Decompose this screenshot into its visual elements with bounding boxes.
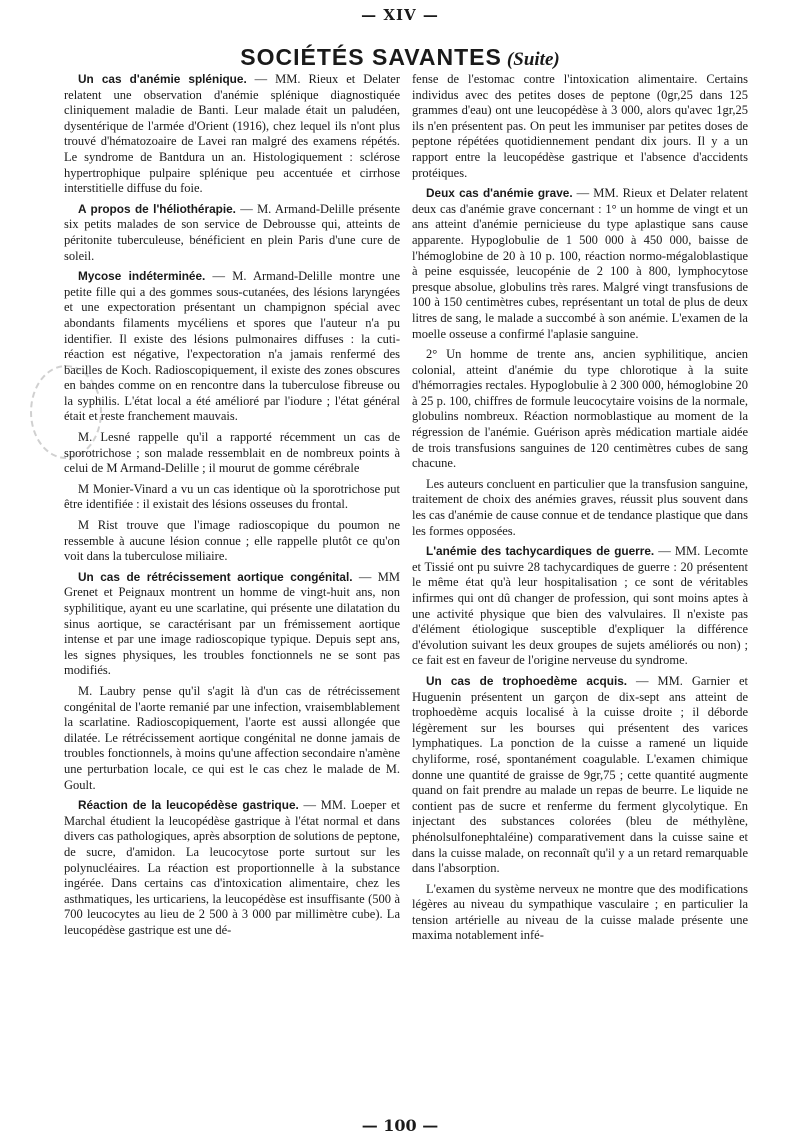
paragraph-conclusion: Les auteurs concluent en particulier que la transfusion sanguine, traitement de choix des anémies graves, réussit plus souvent dans les cas d'anémie de cause connue et de tendance plastique que dans les formes opposées. — [412, 476, 748, 538]
article-heliotherapie — [64, 202, 400, 264]
section-title: SOCIÉTÉS SAVANTES — [240, 44, 502, 70]
article-text: — MM. Rieux et Delater relatent une observation d'anémie splénique diagnostiquée cliniquement maladie de Banti. Leur malade était un paludéen, dysentérique de l'armée d'Orient (1916), chez lequel ils n'ont plus trouvé d'hématozoaire de Lavei ran malgré des examens répétés. Le syndrome de Bantdura un an. Histologiquement : sclérose hypertrophique pulpaire splénique peu accentuée et cirrhose interstitielle diffuse du foie. — [64, 72, 401, 196]
page-roman-numeral: — XIV — — [361, 6, 439, 24]
article-heading: Un cas d'anémie splénique. — [78, 72, 247, 86]
article-text: — MM Grenet et Peignaux montrent un homme de vingt-huit ans, non syphilitique, ayant eu une scarlatine, qui présente une dilatation du sinus aortique, se caractérisant par un frémissement aortique intense et par une image radioscopique typique. Depuis sept ans, les signes physiques, les troubles fonctionnels ne se sont pas modifiés. — [64, 569, 400, 678]
article-text: — M. Armand-Delille montre une petite fille qui a des gommes sous-cutanées, des lésions laryngées et une expectoration présentant un champignon spécial avec abondants filaments mycéliens et spores que l'auteur n'a pu identifier. Il existe des lésions pulmonaires diffuses : la cuti-réaction est négative, l'expectoration n'a jamais renfermé des bacilles de Koch. Radioscopiquement, il existe des zones obscures en bandes comme on en rencontre dans la tuberculose fibreuse ou la syphilis. L'état local a été amélioré par l'iodure ; l'état général était et reste franchement mauvais. — [64, 269, 400, 424]
paragraph-second-case: 2° Un homme de trente ans, ancien syphilitique, ancien colonial, atteint d'anémie du type chlorotique à la suite d'hémorragies rectales. Hypoglobulie à 2 300 000, hémoglobine 20 à 25 p. 100, chiffres de formule leucocytaire voisins de la normale, globulins nombreux. Réaction normoblastique au moment de la régression de l'anémie. Guérison après médication martiale aidée de trois transfusions sanguines de 120 centimètres cubes de sang chacune. — [412, 347, 748, 471]
section-title-suite: (Suite) — [506, 49, 560, 70]
article-heading: A propos de l'héliothérapie. — [78, 201, 236, 216]
paragraph-systeme-nerveux: L'examen du système nerveux ne montre que des modifications légères au niveau du sympathique vasculaire ; en particulier la tension artérielle au niveau de la cuisse malade présente une maxima notablement infé- — [412, 881, 748, 943]
right-column — [412, 72, 748, 949]
page-header — [0, 44, 800, 71]
paragraph-laubry: M. Laubry pense qu'il s'agit là d'un cas de rétrécissement congénital de l'aorte remanié par une infection, vraisemblablement la scarlatine. Radioscopiquement, l'aorte est aussi allongée que dilatée. Le rétrécissement aortique congénital ne donne jamais de troubles fonctionnels, à moins qu'une affection secondaire n'amène une perturbation locale, ce qui est le cas chez le malade de M. Goult. — [64, 683, 400, 792]
article-tachycardiques — [412, 544, 748, 669]
article-text: — MM. Garnier et Huguenin présentent un garçon de dix-sept ans atteint de trophoedème acquis localisé à la cuisse droite ; il déborde légèrement sur les bourses qui présentent des varices lymphatiques. La ponction de la cuisse a ramené un liquide chyliforme, rosé, spontanément coagulable. L'examen chimique donne une quantité de graisse de 9gr,75 ; cette quantité augmente quand on fait prendre au malade un repas de beurre. Le liquide ne contient pas de sucre et renferme du ferment glycolytique. En injectant des substances colorées (bleu de méthylène, phénolsulfonephtaléine) comparativement dans la cuisse saine et dans la cuisse malade, on reconnaît qu'il y a un retard remarquable dans l'absorption. — [412, 673, 749, 876]
article-heading: L'anémie des tachycardiques de guerre. — [426, 544, 655, 559]
article-text: — MM. Rieux et Delater relatent deux cas d'anémie grave concernant : 1° un homme de vingt et un ans atteint d'anémie pernicieuse du type aplastique sans cause apparente. Hypoglobulie de 1 500 000 à 450 000, baisse de l'hémoglobine de 20 à 10 p. 100, réaction normo-mégaloblastique à peine esquissée, leucopénie de 2 100 à 800, lymphocytose presque absolue, globulins très rares. Malgré vingt transfusions de 100 à 150 centimètres cubes, représentant un total de plus de deux litres de sang, le malade a succombé à son anémie. L'examen de la moelle osseuse a confirmé l'aplasie sanguine. — [412, 186, 748, 341]
paragraph-leucopedese-continued: fense de l'estomac contre l'intoxication alimentaire. Certains individus avec des petites doses de peptone (0gr,25 dans 125 grammes d'eau) ont une leucopédèse à 3 000, alors qu'avec 1gr,25 ils n'en présentent pas. On peut les immuniser par petites doses de peptone répétées quotidiennement pendant dix jours. Il y a un rapport entre la leucopédèse gastrique et l'absence d'accidents protéiques. — [412, 72, 748, 180]
two-column-body — [64, 72, 748, 949]
article-leucopedese — [64, 798, 400, 938]
article-retrecissement-aortique — [64, 570, 400, 679]
article-trophoedeme — [412, 674, 748, 877]
paragraph-rist: M Rist trouve que l'image radioscopique du poumon ne ressemble à aucune lésion connue ; elle rappelle plutôt ce qu'on voit dans la tuberculose miliaire. — [64, 518, 400, 564]
paragraph-lesne: M. Lesné rappelle qu'il a rapporté récemment un cas de sporotrichose ; son malade ressemblait en de nombreux points à celui de M Armand-Delille ; il mourut de gomme cérébrale — [64, 430, 400, 476]
left-column — [64, 72, 400, 949]
page-number: — 100 — — [361, 1116, 439, 1135]
article-heading: Un cas de trophoedème acquis. — [426, 673, 628, 688]
article-heading: Un cas de rétrécissement aortique congénital. — [78, 569, 353, 584]
paragraph-monier-vinard: M Monier-Vinard a vu un cas identique où la sporotrichose put être identifiée : il existait des lésions osseuses du frontal. — [64, 481, 400, 512]
article-text: — MM. Lecomte et Tissié ont pu suivre 28 tachycardiques de guerre : 20 présentent le même état qu'à leur hospitalisation ; ce sont de véritables infirmes qui ont dû changer de profession, qui sont moins aptes à une activité physique que bien des valvulaires. Il n'existe pas d'élément étiologique susceptible d'expliquer la différence d'évolution suivant les deux groupes de sujets améliorés ou non) ; ce fait est en faveur de l'origine nerveuse du syndrome. — [412, 544, 748, 668]
article-mycose — [64, 269, 400, 425]
article-text: — M. Armand-Delille présente six petits malades de son service de Debrousse qui, atteints de péritonite tuberculeuse, bénéficient en plein Paris d'une cure de soleil. — [64, 201, 400, 263]
article-text: — MM. Loeper et Marchal étudient la leucopédèse gastrique à l'état normal et dans divers cas pathologiques, après absorption de solutions de peptone, de sucre, d'amidon. La leucocytose porte surtout sur les polynucléaires. La réaction est proportionnelle à la substance ingérée. Dans certains cas d'intoxication alimentaire, chez les asthmatiques, les urticariens, la leucopédèse est insuffisante (500 à 700 leucocytes au lieu de 2 500 à 3 000 par millimètre cube). La leucopédèse gastrique est une dé- — [64, 798, 400, 937]
article-heading: Réaction de la leucopédèse gastrique. — [78, 798, 299, 813]
article-anemie-splenique — [64, 72, 400, 197]
article-anemie-grave — [412, 186, 748, 342]
article-heading: Mycose indéterminée. — [78, 269, 206, 284]
article-heading: Deux cas d'anémie grave. — [426, 186, 573, 201]
